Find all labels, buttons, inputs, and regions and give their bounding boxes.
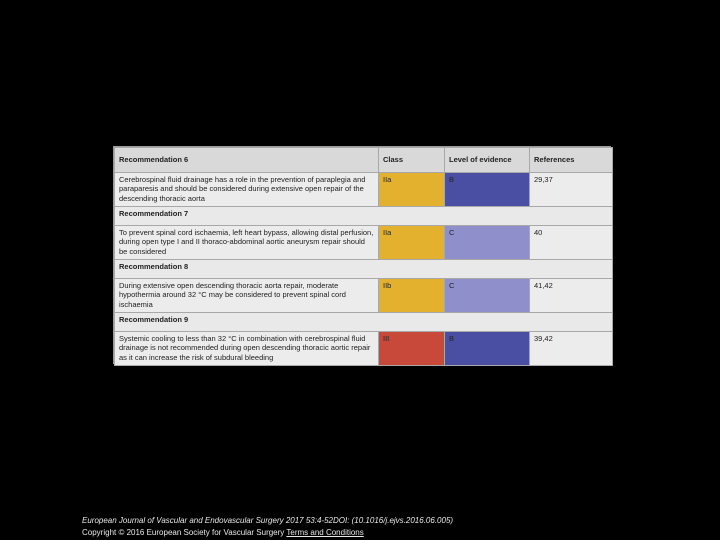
recommendation-title: Recommendation 8: [115, 260, 613, 279]
header-references: References: [530, 148, 613, 173]
copyright-text: Copyright © 2016 European Society for Vascular Surgery: [82, 528, 285, 537]
class-cell: III: [379, 332, 445, 366]
table-row: [115, 173, 613, 207]
class-cell: IIa: [379, 173, 445, 207]
table-row: [115, 332, 613, 366]
recommendation-text: Systemic cooling to less than 32 °C in combination with cerebrospinal fluid drainage is not recommended during open descending thoracic aortic repair as it can increase the risk of subdural bleeding: [115, 332, 379, 366]
header-level-of-evidence: Level of evidence: [445, 148, 530, 173]
references-cell: 40: [530, 226, 613, 260]
class-cell: IIb: [379, 279, 445, 313]
terms-and-conditions-link[interactable]: Terms and Conditions: [286, 528, 364, 537]
recommendation-title: Recommendation 7: [115, 207, 613, 226]
class-cell: IIa: [379, 226, 445, 260]
references-cell: 41,42: [530, 279, 613, 313]
level-cell: B: [445, 332, 530, 366]
recommendation-title-row: [115, 260, 613, 279]
references-cell: 29,37: [530, 173, 613, 207]
level-cell: B: [445, 173, 530, 207]
table-row: [115, 279, 613, 313]
header-recommendation: Recommendation 6: [115, 148, 379, 173]
recommendation-text: During extensive open descending thoracic aorta repair, moderate hypothermia around 32 °C may be considered to prevent spinal cord ischaemia: [115, 279, 379, 313]
level-cell: C: [445, 226, 530, 260]
recommendation-title-row: [115, 207, 613, 226]
table-header-row: [115, 148, 613, 173]
recommendation-title: Recommendation 9: [115, 313, 613, 332]
recommendation-text: Cerebrospinal fluid drainage has a role in the prevention of paraplegia and paraparesis and should be considered during extensive open repair of the descending thoracic aorta: [115, 173, 379, 207]
recommendation-title-row: [115, 313, 613, 332]
level-cell: C: [445, 279, 530, 313]
citation-text: European Journal of Vascular and Endovascular Surgery 2017 53:4-52DOI: (10.1016/j.ejvs.2016.06.005): [82, 516, 454, 525]
references-cell: 39,42: [530, 332, 613, 366]
table-row: [115, 226, 613, 260]
recommendation-text: To prevent spinal cord ischaemia, left heart bypass, allowing distal perfusion, during open type I and II thoraco-abdominal aortic aneurysm repair should be considered: [115, 226, 379, 260]
recommendations-table: [113, 146, 611, 364]
header-class: Class: [379, 148, 445, 173]
copyright-line: [82, 528, 364, 537]
